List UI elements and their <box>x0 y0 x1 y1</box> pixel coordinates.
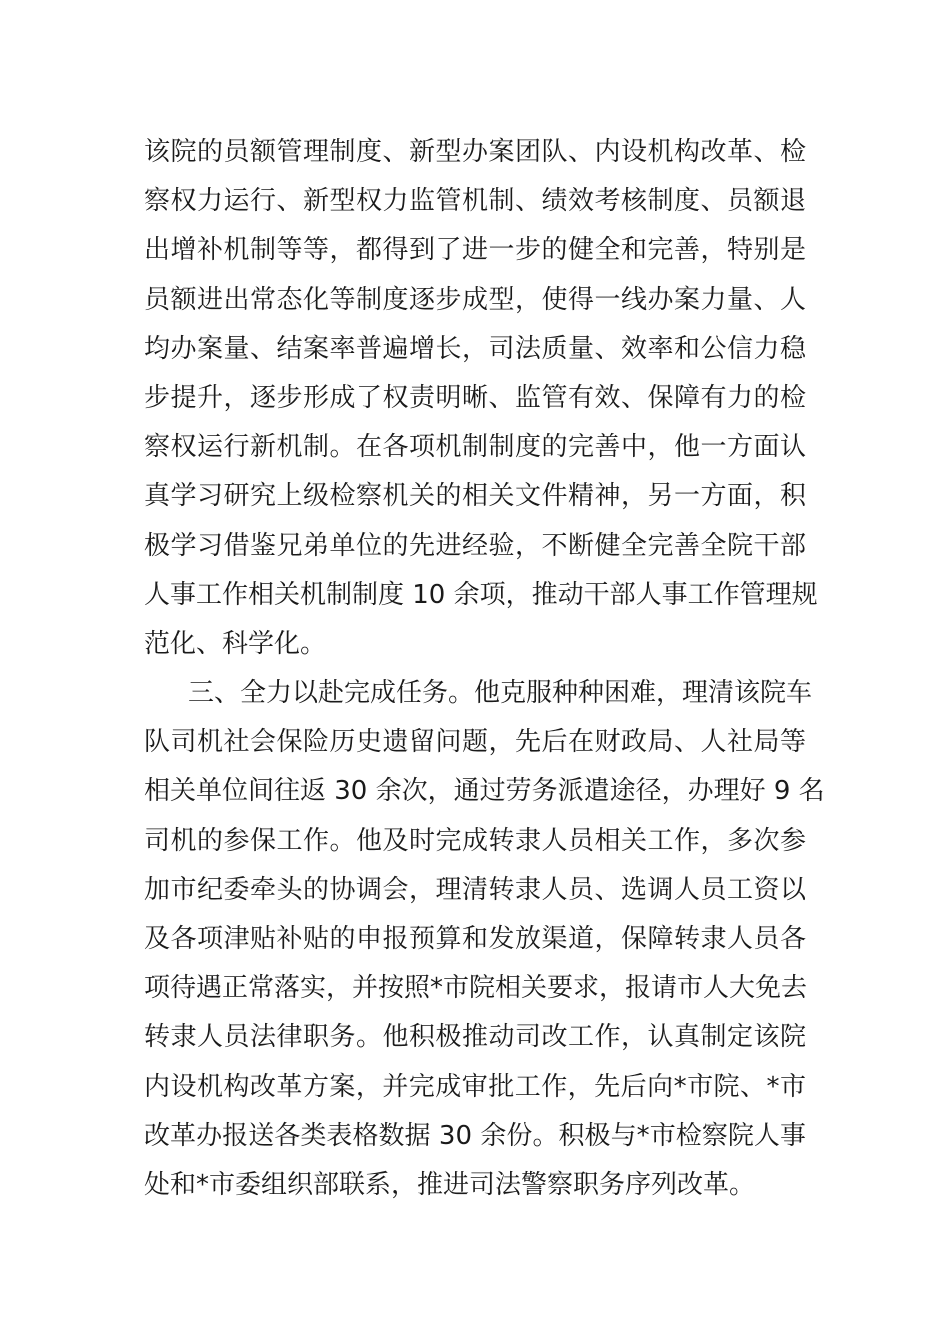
text-line: 真学习研究上级检察机关的相关文件精神，另一方面，积 <box>144 481 806 512</box>
text-line: 察权运行新机制。在各项机制制度的完善中，他一方面认 <box>144 432 806 463</box>
text-line: 项待遇正常落实，并按照*市院相关要求，报请市人大免去 <box>144 973 808 1004</box>
text-line: 转隶人员法律职务。他积极推动司改工作，认真制定该院 <box>144 1022 806 1053</box>
text-line: 该院的员额管理制度、新型办案团队、内设机构改革、检 <box>144 137 806 167</box>
text-line: 出增补机制等等，都得到了进一步的健全和完善，特别是 <box>144 235 806 266</box>
text-line: 队司机社会保险历史遗留问题，先后在财政局、人社局等 <box>144 727 806 758</box>
text-line: 加市纪委牵头的协调会，理清转隶人员、选调人员工资以 <box>144 874 806 905</box>
text-line: 司机的参保工作。他及时完成转隶人员相关工作，多次参 <box>144 825 806 856</box>
text-line: 处和*市委组织部联系，推进司法警察职务序列改革。 <box>144 1169 756 1200</box>
paragraph-2 <box>144 669 825 1210</box>
text-line: 三、全力以赴完成任务。他克服种种困难，理清该院车 <box>188 678 813 709</box>
text-line: 及各项津贴补贴的申报预算和发放渠道，保障转隶人员各 <box>144 924 806 954</box>
text-line: 相关单位间往返 30 余次，通过劳务派遣途径，办理好 9 名 <box>144 776 825 807</box>
paragraph-1 <box>144 128 818 669</box>
text-line: 改革办报送各类表格数据 30 余份。积极与*市检察院人事 <box>144 1120 806 1151</box>
document-body <box>144 128 825 1210</box>
text-line: 人事工作相关机制制度 10 余项，推动干部人事工作管理规 <box>144 579 818 610</box>
text-line: 范化、科学化。 <box>144 628 327 659</box>
text-line: 极学习借鉴兄弟单位的先进经验，不断健全完善全院干部 <box>144 530 806 561</box>
text-line: 均办案量、结案率普遍增长，司法质量、效率和公信力稳 <box>144 333 806 364</box>
text-line: 内设机构改革方案，并完成审批工作，先后向*市院、*市 <box>144 1071 806 1102</box>
text-line: 步提升，逐步形成了权责明晰、监管有效、保障有力的检 <box>144 382 806 413</box>
text-line: 员额进出常态化等制度逐步成型，使得一线办案力量、人 <box>144 284 806 315</box>
text-line: 察权力运行、新型权力监管机制、绩效考核制度、员额退 <box>144 186 806 217</box>
